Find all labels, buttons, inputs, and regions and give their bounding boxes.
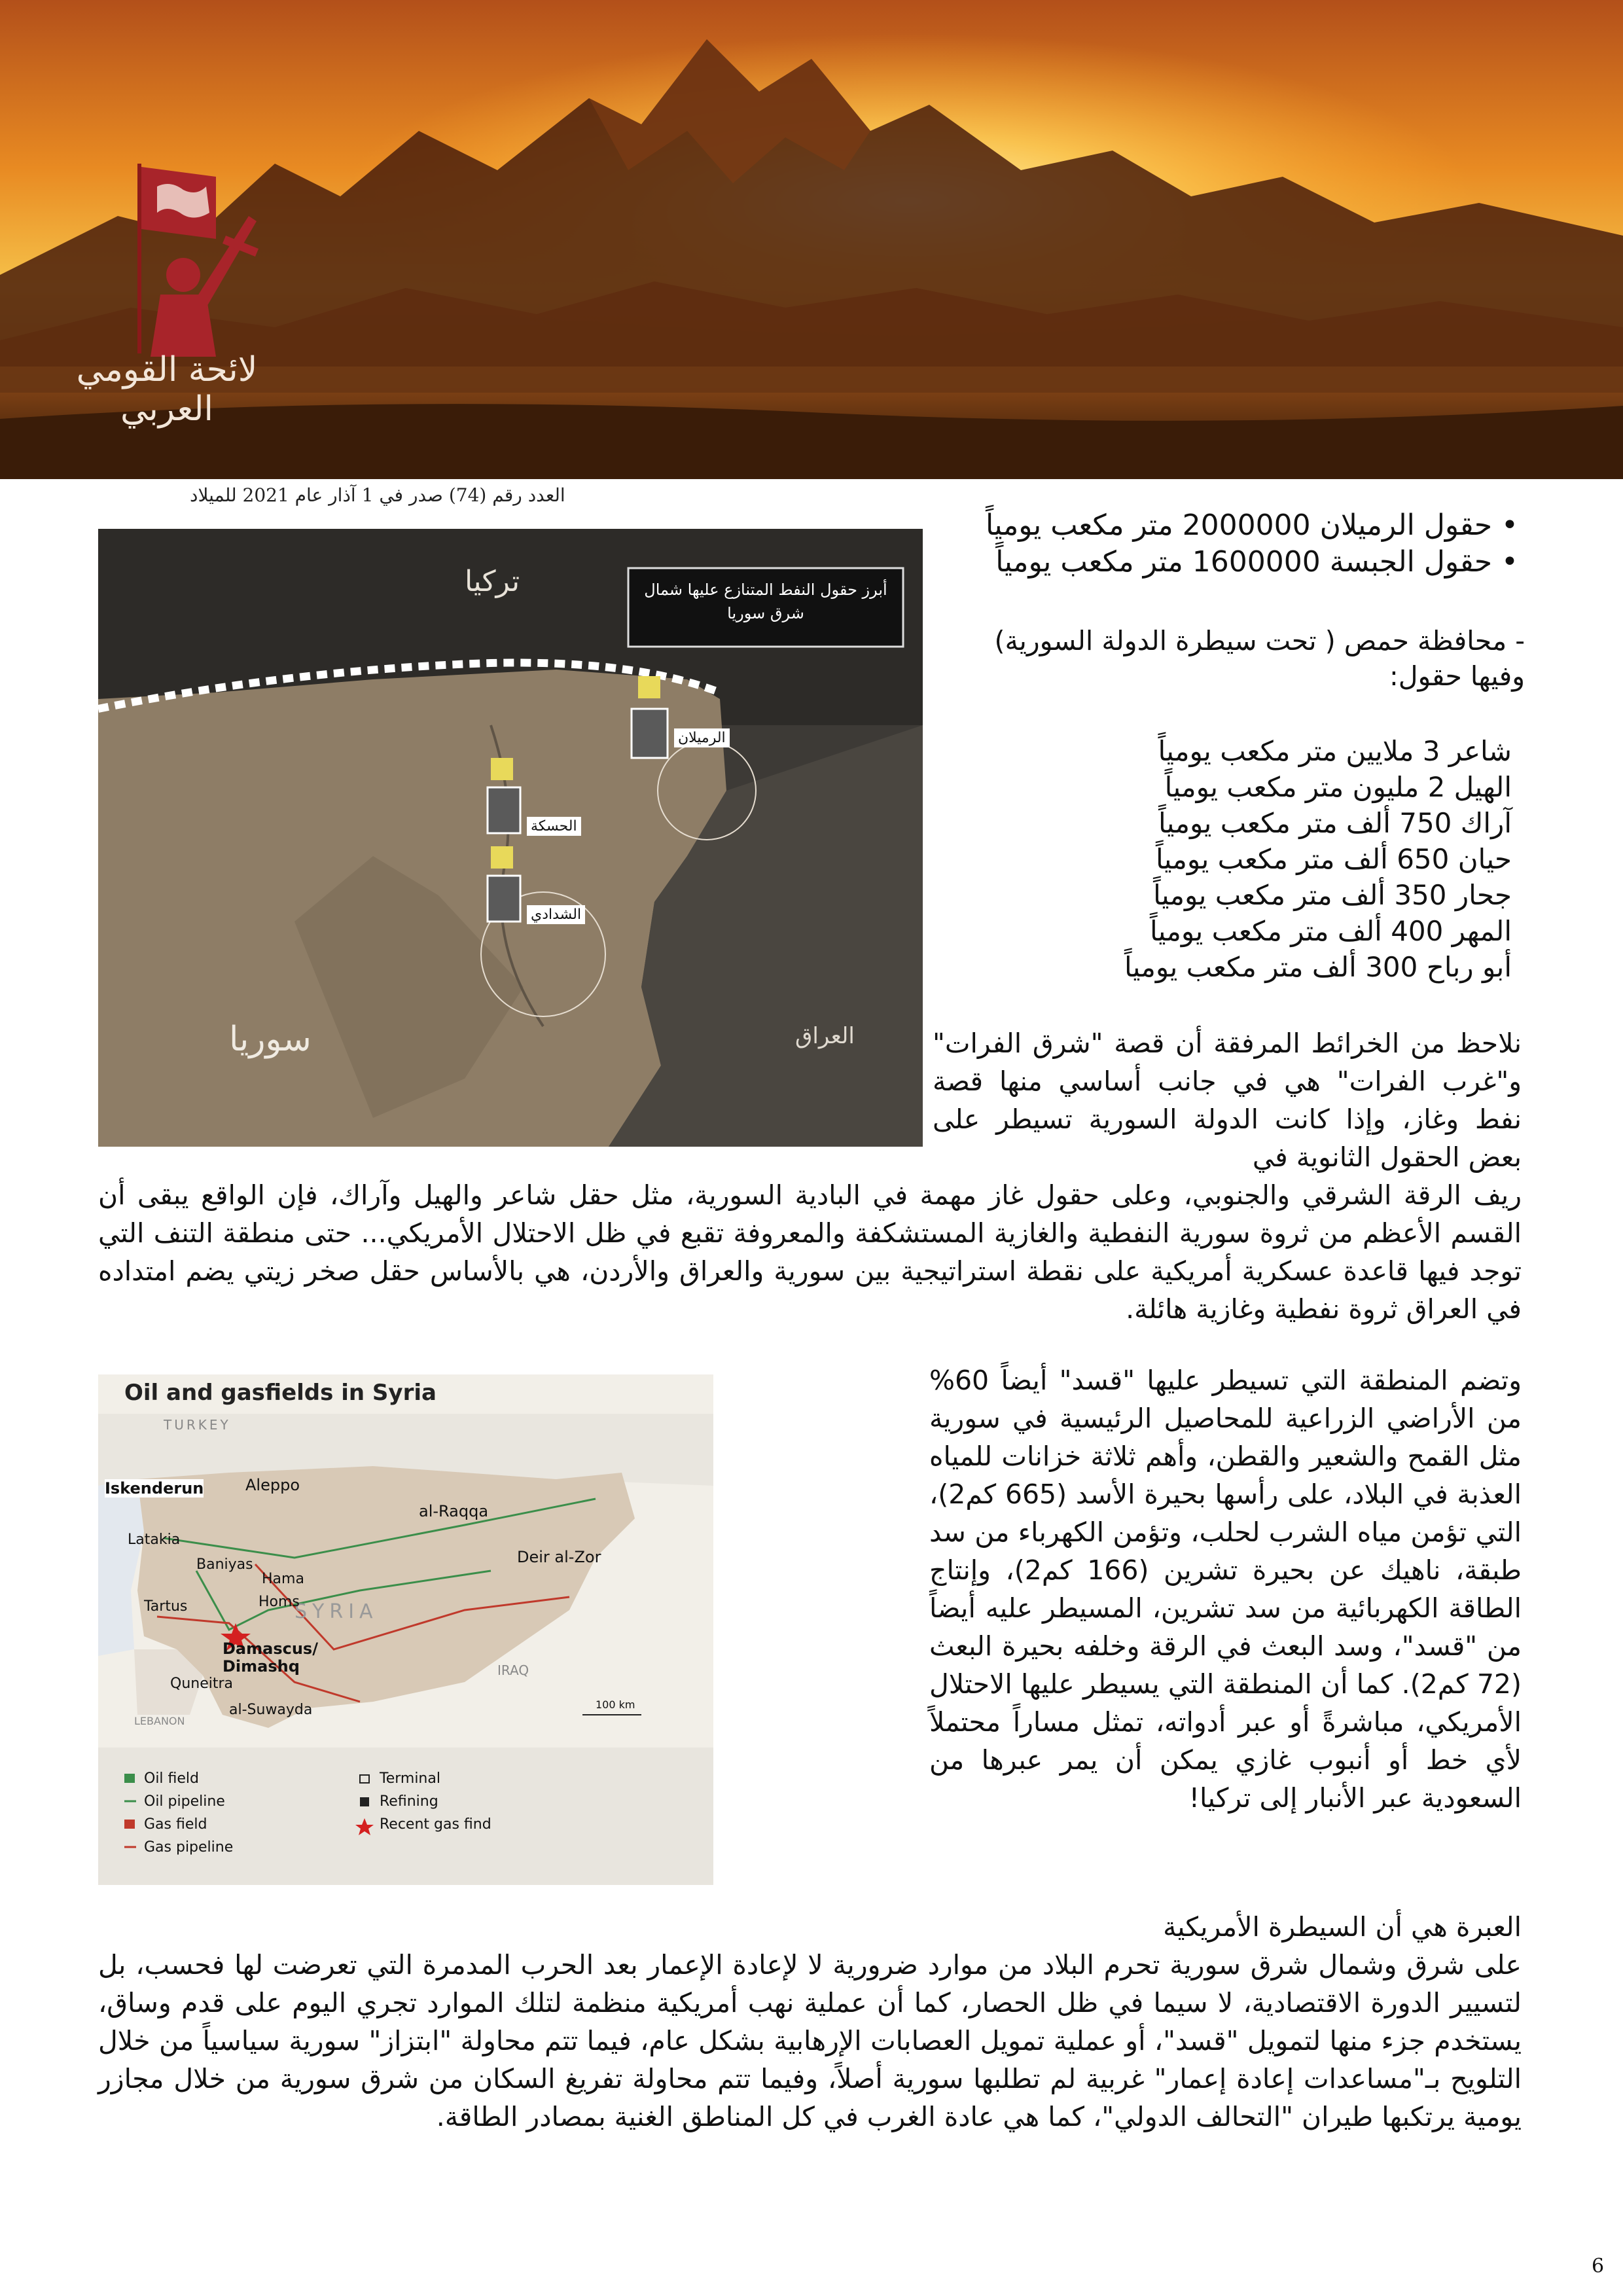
- legend-refining: Refining: [380, 1793, 438, 1810]
- bullet-rumeilan: • حقول الرميلان 2000000 متر مكعب يومياً: [942, 507, 1518, 544]
- field-mahr: المهر 400 ألف متر مكعب يومياً: [1149, 915, 1512, 947]
- map2-city-suwayda: al-Suwayda: [229, 1702, 313, 1718]
- map2-scale: 100 km: [596, 1698, 635, 1711]
- field-shaer: شاعر 3 ملايين متر مكعب يومياً: [1158, 735, 1512, 767]
- map2-city-hama: Hama: [262, 1571, 304, 1587]
- map1-label-hasakah: الحسكة: [527, 817, 581, 836]
- field-hayan: حيان 650 ألف متر مكعب يومياً: [1155, 843, 1512, 875]
- homs-intro: - محافظة حمص ( تحت سيطرة الدولة السورية): [994, 625, 1525, 656]
- map2-label-turkey: TURKEY: [164, 1417, 231, 1433]
- map-oil-gasfields-syria: [98, 1374, 713, 1885]
- map1-label-turkey: تركيا: [465, 565, 520, 598]
- paragraph-east-euphrates-narrow: نلاحظ من الخرائط المرفقة أن قصة "شرق الفرات" و"غرب الفرات" هي في جانب أساسي منها قصة نفط وغاز، وإذا كانت الدولة السورية تسيطر على بعض الحقول الثانوية في: [933, 1028, 1522, 1173]
- legend-oil-pipeline: Oil pipeline: [144, 1793, 225, 1810]
- map2-city-dimashq: Dimashq: [223, 1657, 300, 1676]
- map1-label-rumeilan: الرميلان: [674, 728, 730, 747]
- map2-city-latakia: Latakia: [128, 1532, 181, 1548]
- page-number: 6: [1592, 2255, 1605, 2278]
- map2-city-baniyas: Baniyas: [196, 1556, 253, 1573]
- map1-label-iraq: العراق: [795, 1023, 855, 1049]
- map1-label-syria: سوريا: [229, 1020, 312, 1059]
- map1-box-title: أبرز حقول النفط المتنازع عليها شمال شرق سوريا: [644, 581, 887, 622]
- map1-label-shaddadi: الشدادي: [527, 905, 585, 924]
- paragraph-lesson-body: على شرق وشمال شرق سورية تحرم البلاد من موارد ضرورية لا لإعادة الإعمار بعد الحرب المدمرة التي تعرضت لها فحسب، بل لتسيير الدورة الاقتصادية، لا سيما في ظل الحصار، كما أن عملية نهب أمريكية منظمة لتلك الموارد تجري اليوم على قدم وساق، يستخدم جزء منها لتمويل "قسد"، أو عملية تمويل العصابات الإرهابية بشكل عام، فيما تتم محاولة "ابتزاز" سورية سياسياً من خلال التلويح بـ"مساعدات إعادة إعمار" غربية لم تطلبها سورية أصلاً، وفيما تتم محاولة تفريغ السكان من شرق سورية من خلال مجازر يومية يرتكبها طيران "التحالف الدولي"، كما هي عادة الغرب في كل المناطق الغنية بمصادر الطاقة.: [98, 1949, 1522, 2132]
- legend-gas-pipeline: Gas pipeline: [144, 1839, 234, 1856]
- map-northeast-syria-oilfields: [98, 529, 923, 1147]
- homs-fields-list: [936, 733, 1512, 985]
- map2-label-iraq: IRAQ: [497, 1662, 529, 1678]
- map2-city-raqqa: al-Raqqa: [419, 1502, 489, 1520]
- map2-city-tartus: Tartus: [144, 1598, 188, 1615]
- legend-gas-field: Gas field: [144, 1816, 207, 1833]
- map2-city-aleppo: Aleppo: [245, 1476, 300, 1494]
- map2-city-deir-al-zor: Deir al-Zor: [517, 1548, 601, 1566]
- legend-terminal: Terminal: [380, 1770, 440, 1787]
- legend-oil-field: Oil field: [144, 1770, 200, 1787]
- field-heil: الهيل 2 مليون متر مكعب يومياً: [1164, 771, 1512, 803]
- homs-fields-label: وفيها حقول:: [1389, 660, 1525, 692]
- map2-city-iskenderun: Iskenderun: [105, 1479, 204, 1498]
- field-arak: آراك 750 ألف متر مكعب يومياً: [1158, 807, 1512, 839]
- map2-city-quneitra: Quneitra: [170, 1676, 234, 1692]
- legend-recent-gas-find: Recent gas find: [380, 1816, 491, 1833]
- issue-dateline: العدد رقم (74) صدر في 1 آذار عام 2021 للميلاد: [190, 484, 565, 506]
- map2-label-lebanon: LEBANON: [134, 1715, 185, 1727]
- paragraph-sdf-control: وتضم المنطقة التي تسيطر عليها "قسد" أيضاً 60% من الأراضي الزراعية للمحاصيل الرئيسية في سورية مثل القمح والشعير والقطن، وأهم ثلاثة خزانات للمياه العذبة في البلاد، على رأسها بحيرة الأسد (665 كم2)، التي تؤمن مياه الشرب لحلب، وتؤمن الكهرباء من سد طبقة، ناهيك عن بحيرة تشرين (166 كم2)، وإنتاج الطاقة الكهربائية من سد تشرين، المسيطر عليه أيضاً من "قسد"، وسد البعث في الرقة وخلفه بحيرة البعث (72 كم2). كما أن المنطقة التي يسيطر عليها الاحتلال الأمريكي، مباشرةً أو عبر أدواته، تمثل مساراً محتملاً لأي خط أو أنبوب غازي يمكن أن يمر عبرها من السعودية عبر الأنبار إلى تركيا!: [929, 1365, 1522, 1814]
- map2-label-syria: SYRIA: [294, 1600, 378, 1623]
- brand-name: لائحة القومي العربي: [76, 350, 258, 429]
- field-jahar: جحار 350 ألف متر مكعب يومياً: [1153, 879, 1512, 911]
- field-abu-rabah: أبو رباح 300 ألف متر مكعب يومياً: [1124, 951, 1512, 983]
- production-bullets: [942, 507, 1518, 581]
- paragraph-east-euphrates-wide: ريف الرقة الشرقي والجنوبي، وعلى حقول غاز مهمة في البادية السورية، مثل حقل شاعر والهيل وآراك، فإن الواقع يبقى أن القسم الأعظم من ثروة سورية النفطية والغازية المستشكفة والمعروفة تقبع في ظل الاحتلال الأمريكي... حتى منطقة التنف التي توجد فيها قاعدة عسكرية أمريكية على نقطة استراتيجية بين سورية والعراق والأردن، هي بالأساس حقل صخر زيتي يضم امتداده في العراق ثروة نفطية وغازية هائلة.: [98, 1179, 1522, 1325]
- map2-title: Oil and gasfields in Syria: [124, 1380, 437, 1406]
- bullet-jebsa: • حقول الجبسة 1600000 متر مكعب يومياً: [942, 544, 1518, 581]
- map2-city-damascus: Damascus/: [223, 1640, 318, 1658]
- map2-city-homs: Homs: [259, 1594, 300, 1610]
- paragraph-lesson-heading: العبرة هي أن السيطرة الأمريكية: [1163, 1911, 1522, 1943]
